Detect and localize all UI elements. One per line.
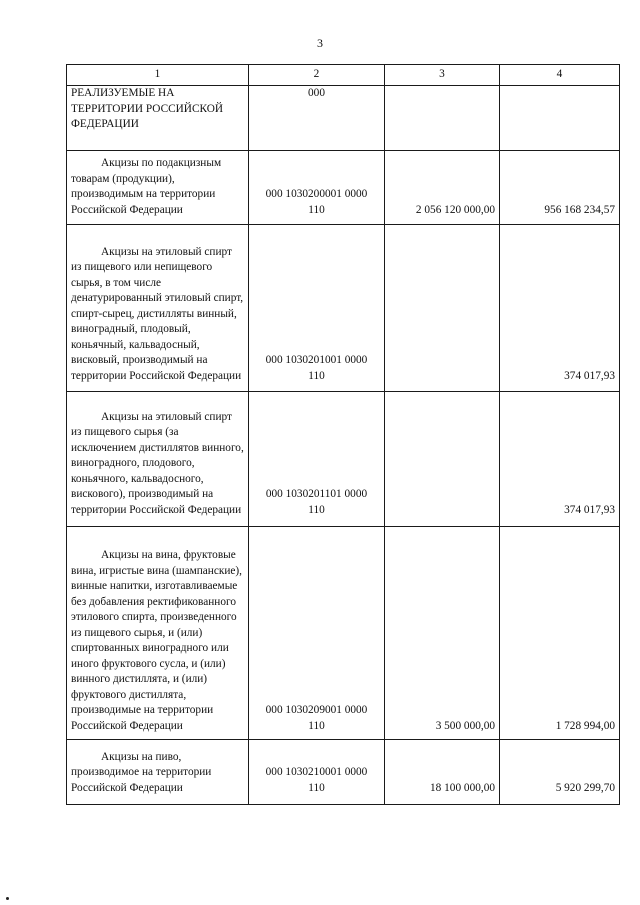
row-approved: 18 100 000,00 <box>385 740 500 805</box>
table-row <box>67 86 620 151</box>
row-description <box>67 86 249 151</box>
row-code <box>249 740 385 805</box>
description-text: Акцизы на вина, фруктовые вина, игристые вина (шампанские), винные напитки, изготавливаемые без добавления ректификованного этилового спирта, произведенного из пищевого сырья, и (или) спиртованных виноградного или иного фруктового сусла, и (или) винного дистиллята, и (или) фруктового дистиллята, производимые на территории Российской Федерации <box>71 549 242 732</box>
table-row <box>67 740 620 805</box>
revenue-table <box>66 64 620 805</box>
scan-speck <box>6 897 9 900</box>
row-description <box>67 151 249 225</box>
column-header-1: 1 <box>67 65 249 86</box>
row-executed: 374 017,93 <box>500 225 620 392</box>
row-description <box>67 740 249 805</box>
description-text: Акцизы на этиловый спирт из пищевого сырья (за исключением дистиллятов винного, виноградного, плодового, коньячного, кальвадосного, вискового), производимый на территории Российской Федерации <box>71 410 244 516</box>
row-approved <box>385 225 500 392</box>
description-text: РЕАЛИЗУЕМЫЕ НА ТЕРРИТОРИИ РОССИЙСКОЙ ФЕДЕРАЦИИ <box>71 87 224 130</box>
description-text: Акцизы на этиловый спирт из пищевого или непищевого сырья, в том числе денатурированный этиловый спирт, спирт-сырец, дистилляты винный, виноградный, плодовый, коньячный, кальвадосный, висковый, производимый на территории Российской Федерации <box>71 245 244 382</box>
row-code <box>249 86 385 151</box>
table-row <box>67 151 620 225</box>
column-header-2: 2 <box>249 65 385 86</box>
row-code <box>249 527 385 740</box>
row-approved: 2 056 120 000,00 <box>385 151 500 225</box>
row-executed: 374 017,93 <box>500 392 620 527</box>
row-approved <box>385 392 500 527</box>
page-number: 3 <box>317 36 323 50</box>
row-code <box>249 225 385 392</box>
code-text: 000 1030210001 0000 110 <box>265 766 368 794</box>
row-executed: 956 168 234,57 <box>500 151 620 225</box>
table-row <box>67 392 620 527</box>
table-row <box>67 527 620 740</box>
row-approved <box>385 86 500 151</box>
row-executed: 1 728 994,00 <box>500 527 620 740</box>
table-row <box>67 225 620 392</box>
row-code <box>249 151 385 225</box>
column-header-4: 4 <box>500 65 620 86</box>
column-header-3: 3 <box>385 65 500 86</box>
row-approved: 3 500 000,00 <box>385 527 500 740</box>
table-header-row <box>67 65 620 86</box>
description-text: Акцизы на пиво, производимое на территории Российской Федерации <box>71 750 212 794</box>
code-text: 000 1030200001 0000 110 <box>265 188 368 216</box>
code-text: 000 1030201001 0000 110 <box>265 354 368 382</box>
code-text: 000 <box>308 87 325 99</box>
row-description <box>67 527 249 740</box>
code-text: 000 1030201101 0000 110 <box>265 488 368 516</box>
description-text: Акцизы по подакцизным товарам (продукции), производимым на территории Российской Федерации <box>71 157 222 216</box>
row-code <box>249 392 385 527</box>
row-description <box>67 392 249 527</box>
row-description <box>67 225 249 392</box>
row-executed: 5 920 299,70 <box>500 740 620 805</box>
row-executed <box>500 86 620 151</box>
code-text: 000 1030209001 0000 110 <box>265 704 368 732</box>
